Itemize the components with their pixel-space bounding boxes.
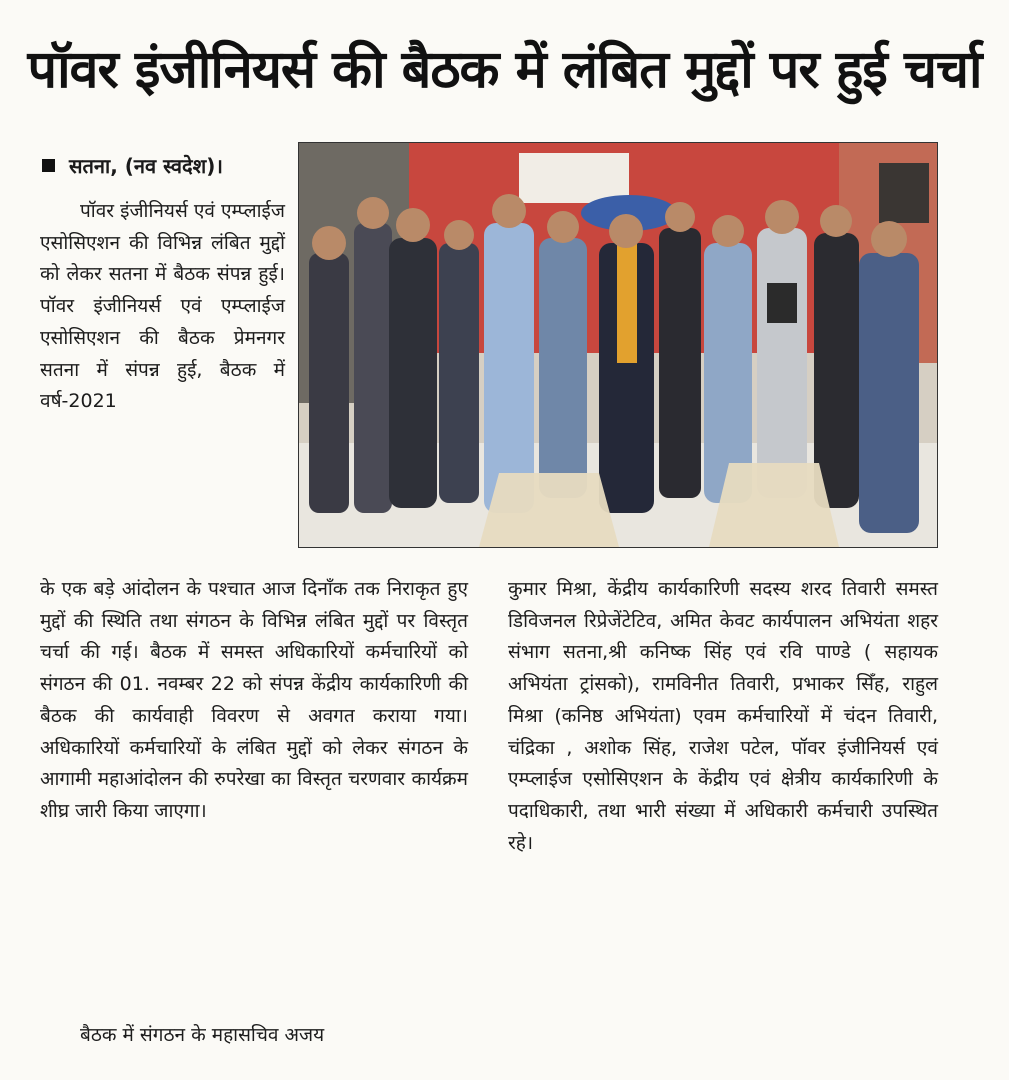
dateline [42, 150, 223, 182]
headline: पॉवर इंजीनियर्स की बैठक में लंबित मुद्दों पर हुई चर्चा [27, 40, 982, 100]
dateline-text: सतना, (नव स्वदेश)। [69, 154, 223, 178]
group-photo-illustration [299, 143, 937, 547]
paragraph-right: कुमार मिश्रा, केंद्रीय कार्यकारिणी सदस्य शरद तिवारी समस्त डिविजनल रिप्रेजेंटेटिव, अमित केवट कार्यपालन अभियंता शहर संभाग सतना,श्री कनिष्क सिंह एवं रवि पाण्डे ( सहायक अभियंता ट्रांसको), रामविनीत तिवारी, प्रभाकर सिँह, राहुल मिश्रा (कनिष्ठ अभियंता) एवम कर्मचारियों में चंदन तिवारी, चंद्रिका , अशोक सिंह, राजेश पटेल, पॉवर इंजीनियर्स एवं एम्प्लाईज एसोसिएशन के केंद्रीय एवं क्षेत्रीय कार्यकारिणी के पदाधिकारी, तथा भारी संख्या में अधिकारी कर्मचारी उपस्थित रहे। [508, 578, 938, 854]
bullet-square-icon [42, 159, 55, 172]
paragraph-top: पॉवर इंजीनियर्स एवं एम्प्लाईज एसोसिएशन की विभिन्न लंबित मुद्दों को लेकर सतना में बैठक संपन्न हुई। पॉवर इंजीनियर्स एवं एम्प्लाईज एसोसिएशन की बैठक प्रेमनगर सतना में संपन्न हुई, बैठक में वर्ष-2021 [40, 200, 285, 413]
group-photo [298, 142, 938, 548]
paragraph-left-2: बैठक में संगठन के महासचिव अजय [80, 1024, 325, 1046]
paragraph-left-1: के एक बड़े आंदोलन के पश्चात आज दिनाँक तक निराकृत हुए मुद्दों की स्थिति तथा संगठन के विभिन्न लंबित मुद्दों पर विस्तृत चर्चा की गई। बैठक में समस्त अधिकारियों कर्मचारियों को संगठन की 01. नवम्बर 22 को संपन्न केंद्रीय कार्यकारिणी की बैठक की कार्यवाही विवरण से अवगत कराया गया। अधिकारियों कर्मचारियों के लंबित मुद्दों को लेकर संगठन के आगामी महाआंदोलन की रुपरेखा का विस्तृत चरणवार कार्यक्रम शीघ्र जारी किया जाएगा। [40, 578, 468, 822]
